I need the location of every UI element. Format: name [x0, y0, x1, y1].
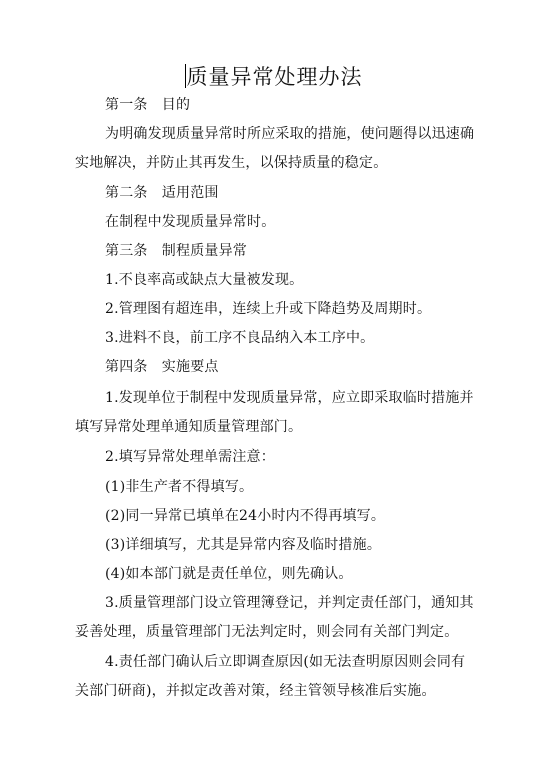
article-2-heading: 第二条 适用范围	[105, 185, 219, 201]
article-1-heading: 第一条 目的	[105, 97, 191, 113]
sub-list-item: (2)同一异常已填单在24小时内不得再填写。	[105, 508, 386, 524]
article-4-heading: 第四条 实施要点	[105, 359, 219, 375]
text-cursor	[185, 64, 186, 88]
sub-list-item: (4)如本部门就是责任单位，则先确认。	[105, 566, 353, 582]
list-item: 1.发现单位于制程中发现质量异常，应立即采取临时措施并	[105, 390, 474, 406]
paragraph-line: 在制程中发现质量异常时。	[105, 214, 276, 230]
list-item: 1.不良率高或缺点大量被发现。	[105, 272, 304, 288]
list-item-continued: 关部门研商)，并拟定改善对策，经主管领导核准后实施。	[75, 683, 436, 699]
paragraph-line: 为明确发现质量异常时所应采取的措施，使问题得以迅速确	[105, 126, 475, 142]
paragraph-line: 实地解决，并防止其再发生，以保持质量的稳定。	[75, 155, 388, 171]
list-item: 3.质量管理部门设立管理簿登记，并判定责任部门，通知其	[105, 595, 474, 611]
sub-list-item: (1)非生产者不得填写。	[105, 479, 254, 495]
list-item-continued: 妥善处理，质量管理部门无法判定时，则会同有关部门判定。	[75, 624, 459, 640]
document-title: 质量异常处理办法	[186, 65, 363, 89]
sub-list-item: (3)详细填写，尤其是异常内容及临时措施。	[105, 537, 382, 553]
list-item: 2.填写异常处理单需注意：	[105, 449, 275, 465]
list-item-continued: 填写异常处理单通知质量管理部门。	[75, 419, 303, 435]
article-3-heading: 第三条 制程质量异常	[105, 243, 247, 259]
list-item: 4.责任部门确认后立即调查原因(如无法查明原因则会同有	[105, 654, 466, 670]
document-title-wrap	[0, 62, 547, 92]
list-item: 3.进料不良，前工序不良品纳入本工序中。	[105, 330, 375, 346]
list-item: 2.管理图有超连串，连续上升或下降趋势及周期时。	[105, 301, 432, 317]
